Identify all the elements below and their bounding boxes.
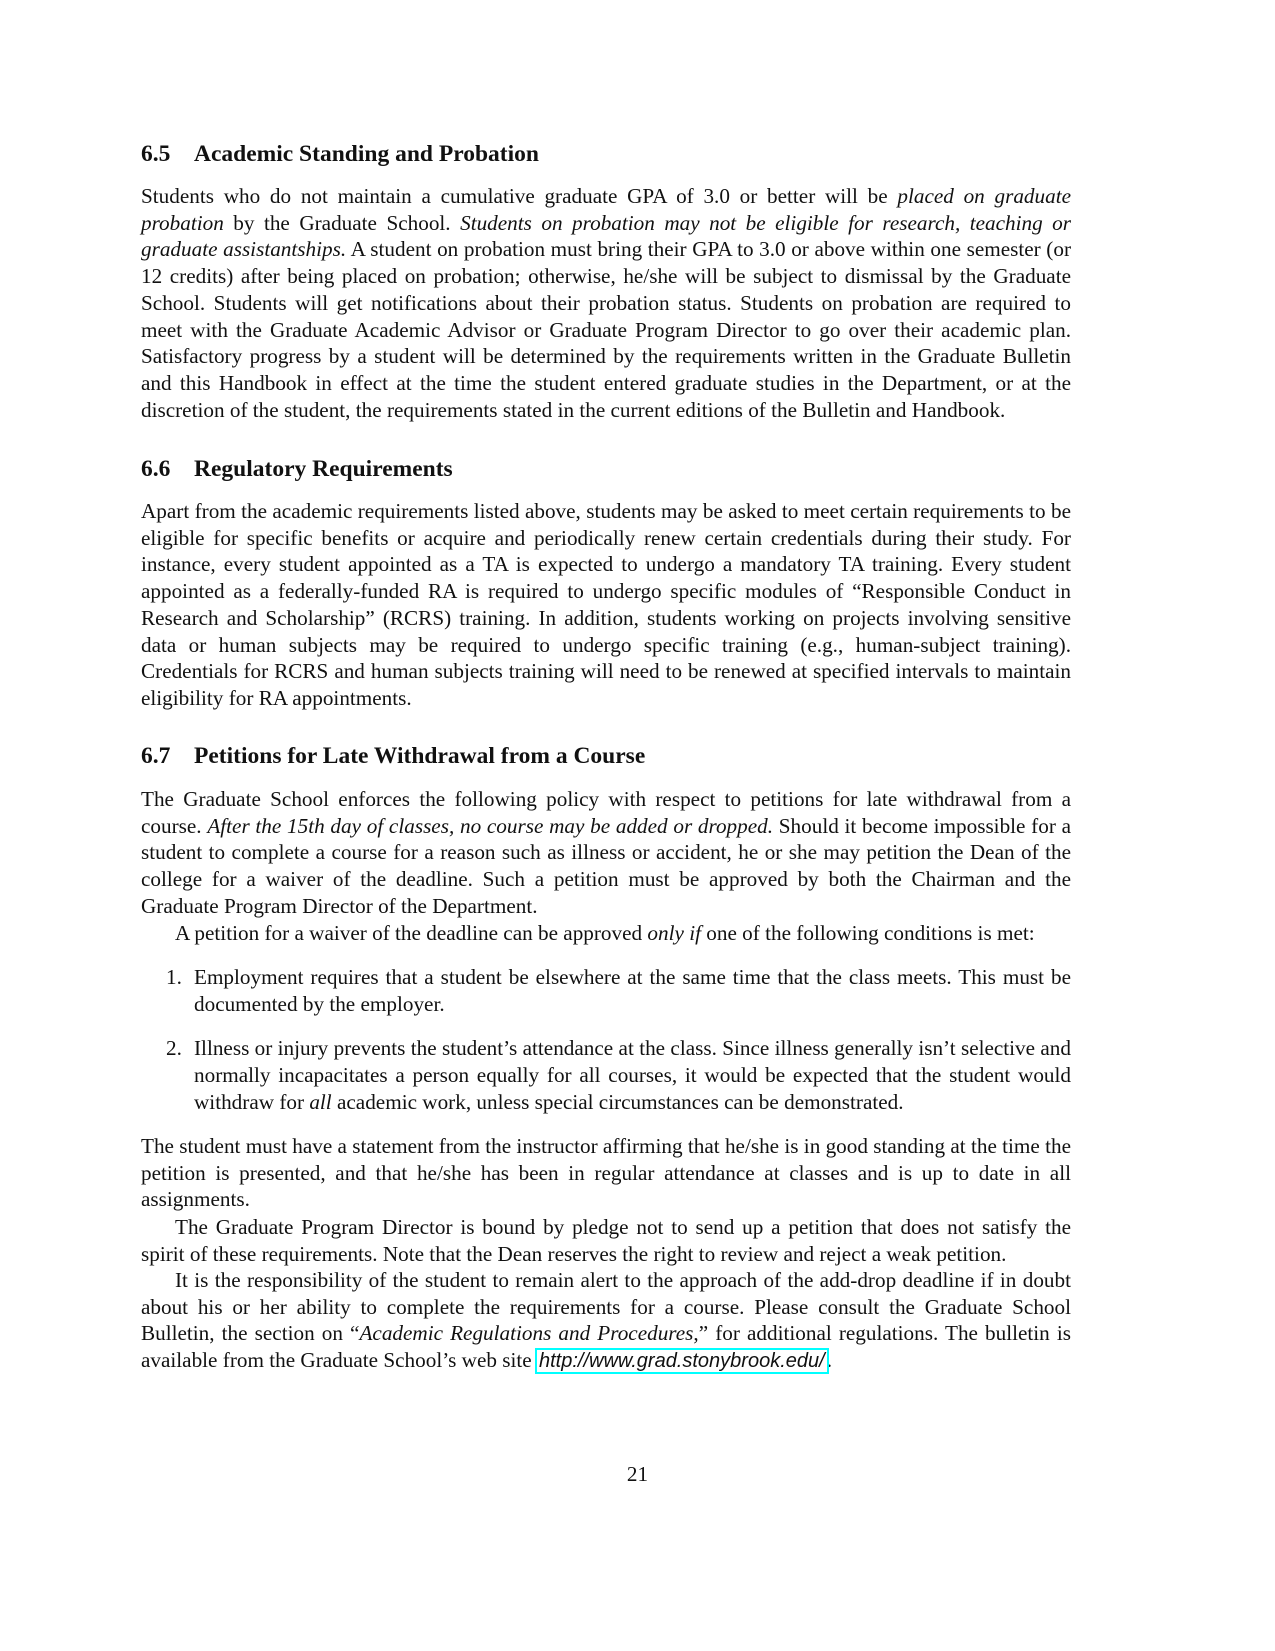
paragraph-late-withdrawal-policy: The Graduate School enforces the following policy with respect to petitions for late withdrawal from a course. After the 15th day of classes, no course may be added or dropped. Should it become impossible for a student to complete a course for a reason such as illness or accident, he or she may petition the Dean of the college for a waiver of the deadline. Such a petition must be approved by both the Chairman and the Graduate Program Director of the Department. [141,787,1072,918]
list-marker: 2. [166,1036,182,1061]
section-heading-6-5 [141,140,539,168]
section-title: Petitions for Late Withdrawal from a Course [194,743,646,769]
section-number: 6.5 [141,141,171,167]
graduate-school-website-link[interactable]: http://www.grad.stonybrook.edu/ [538,1350,825,1373]
list-item: 1. Employment requires that a student be elsewhere at the same time that the class meets. This must be documented by the employer. [166,965,1071,1016]
paragraph-academic-standing: Students who do not maintain a cumulative graduate GPA of 3.0 or better will be placed on graduate probation by the Graduate School. Students on probation may not be eligible for research, teaching or graduate assistantships. A student on probation must bring their GPA to 3.0 or above within one semester (or 12 credits) after being placed on probation; otherwise, he/she will be subject to dismissal by the Graduate School. Students will get notifications about their probation status. Students on probation are required to meet with the Graduate Academic Advisor or Graduate Program Director to go over their academic plan. Satisfactory progress by a student will be determined by the requirements written in the Graduate Bulletin and this Handbook in effect at the time the student entered graduate studies in the Department, or at the discretion of the student, the requirements stated in the current editions of the Bulletin and Handbook. [141,184,1071,422]
section-title: Academic Standing and Probation [194,141,539,167]
paragraph-director-pledge: The Graduate Program Director is bound by pledge not to send up a petition that does not satisfy the spirit of these requirements. Note that the Dean reserves the right to review and reject a weak petition. [141,1215,1071,1266]
list-marker: 1. [166,965,182,989]
section-title: Regulatory Requirements [194,456,453,482]
section-heading-6-6 [141,455,453,483]
section-number: 6.6 [141,456,171,482]
paragraph-student-responsibility: It is the responsibility of the student to remain alert to the approach of the add-drop deadline if in doubt about his or her ability to complete the requirements for a course. Please consult the Graduate School Bulletin, the section on “Academic Regulations and Procedures,” for additional regulations. The bulletin is available from the Graduate School’s web site http://www.grad.stonybrook.edu/. [141,1268,1072,1373]
section-heading-6-7 [141,742,645,770]
page-number: 21 [626,1462,649,1486]
section-number: 6.7 [141,743,171,769]
paragraph-instructor-statement: The student must have a statement from the instructor affirming that he/she is in good standing at the time the petition is presented, and that he/she has been in regular attendance at classes and is up to date in all assignments. [141,1134,1071,1212]
paragraph-waiver-conditions: A petition for a waiver of the deadline can be approved only if one of the following conditions is met: [175,921,1035,945]
paragraph-regulatory-requirements: Apart from the academic requirements listed above, students may be asked to meet certain requirements to be eligible for specific benefits or acquire and periodically renew certain credentials during their study. For instance, every student appointed as a TA is expected to undergo a mandatory TA training. Every student appointed as a federally-funded RA is required to undergo specific modules of “Responsible Conduct in Research and Scholarship” (RCRS) training. In addition, students working on projects involving sensitive data or human subjects may be required to undergo specific training (e.g., human-subject training). Credentials for RCRS and human subjects training will need to be renewed at specified intervals to maintain eligibility for RA appointments. [141,499,1071,710]
conditions-list [141,964,1071,1134]
list-item: 2. Illness or injury prevents the student’s attendance at the class. Since illness generally isn’t selective and normally incapacitates a person equally for all courses, it would be expected that the student would withdraw for all academic work, unless special circumstances can be demonstrated. [166,1036,1071,1114]
